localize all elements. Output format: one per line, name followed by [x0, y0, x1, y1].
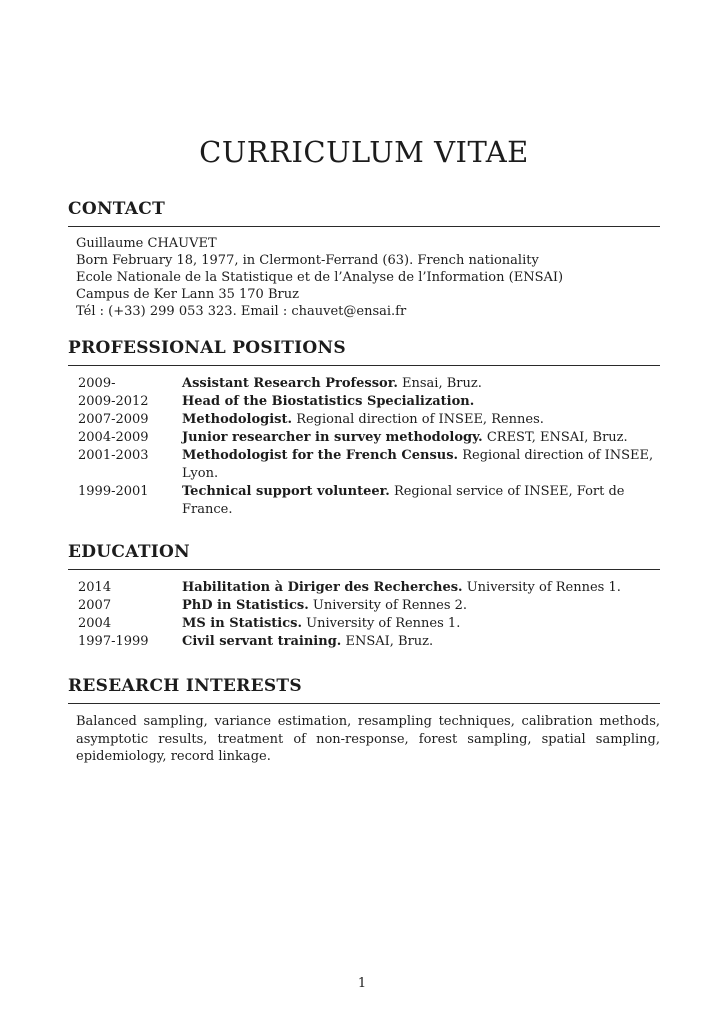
document-title: CURRICULUM VITAE [199, 135, 529, 169]
research-interests-text: Balanced sampling, variance estimation, resampling techniques, calibration methods, asymptotic results, treatment of non-response, forest sampling, spatial sampling, epidemiology, record linkage. [76, 714, 660, 764]
position-role: Methodologist for the French Census. [182, 448, 459, 463]
position-row [78, 483, 660, 519]
position-detail: Regional direction of INSEE, Rennes. [296, 412, 544, 427]
contact-name-line: Guillaume CHAUVET [76, 236, 217, 251]
education-detail: University of Rennes 2. [312, 598, 468, 613]
position-description [182, 483, 660, 519]
section-professional-positions [68, 340, 660, 519]
position-period: 2004-2009 [78, 430, 149, 445]
position-detail: Ensai, Bruz. [402, 376, 482, 391]
position-description [182, 447, 660, 483]
section-education [68, 544, 660, 651]
page-content [0, 135, 724, 766]
section-divider [68, 703, 660, 704]
contact-phone-email-line: Tél : (+33) 299 053 323. Email : chauvet@ensai.fr [76, 304, 407, 319]
section-contact [68, 201, 660, 320]
education-description [182, 615, 660, 633]
position-period: 2007-2009 [78, 412, 149, 427]
education-row [78, 633, 660, 651]
education-description [182, 597, 660, 615]
position-row [78, 375, 660, 393]
education-degree: Civil servant training. [182, 634, 342, 649]
education-description [182, 633, 660, 651]
research-heading: RESEARCH INTERESTS [68, 676, 302, 696]
education-table [68, 579, 660, 651]
position-period: 2009-2012 [78, 394, 149, 409]
position-description [182, 375, 660, 393]
education-period: 2004 [78, 616, 112, 631]
position-role: Technical support volunteer. [182, 484, 390, 499]
education-degree: PhD in Statistics. [182, 598, 309, 613]
position-row [78, 411, 660, 429]
contact-heading: CONTACT [68, 199, 166, 219]
section-divider [68, 365, 660, 366]
education-detail: University of Rennes 1. [466, 580, 621, 595]
position-role: Head of the Biostatistics Specialization. [182, 394, 475, 409]
position-row [78, 429, 660, 447]
position-role: Assistant Research Professor. [182, 376, 398, 391]
contact-block [68, 235, 660, 320]
position-period: 2009- [78, 376, 116, 391]
education-heading: EDUCATION [68, 542, 190, 562]
position-period: 2001-2003 [78, 448, 149, 463]
position-row [78, 393, 660, 411]
education-description [182, 579, 660, 597]
education-degree: Habilitation à Diriger des Recherches. [182, 580, 463, 595]
section-divider [68, 226, 660, 227]
education-period: 1997-1999 [78, 634, 149, 649]
position-role: Junior researcher in survey methodology. [182, 430, 483, 445]
position-description [182, 429, 660, 447]
contact-birth-line: Born February 18, 1977, in Clermont-Ferrand (63). French nationality [76, 253, 539, 268]
position-period: 1999-2001 [78, 484, 149, 499]
education-row [78, 579, 660, 597]
section-research-interests [68, 678, 660, 766]
page-number: 1 [357, 976, 367, 991]
education-detail: ENSAI, Bruz. [345, 634, 434, 649]
education-degree: MS in Statistics. [182, 616, 303, 631]
education-row [78, 615, 660, 633]
education-detail: University of Rennes 1. [306, 616, 461, 631]
position-description [182, 411, 660, 429]
contact-address-line: Campus de Ker Lann 35 170 Bruz [76, 287, 299, 302]
position-description [182, 393, 660, 411]
contact-institution-line: Ecole Nationale de la Statistique et de l’Analyse de l’Information (ENSAI) [76, 270, 564, 285]
position-detail: Regional direction of INSEE, Lyon. [182, 448, 654, 481]
position-detail: Regional service of INSEE, Fort de France. [182, 484, 625, 517]
position-role: Methodologist. [182, 412, 293, 427]
education-row [78, 597, 660, 615]
position-detail: CREST, ENSAI, Bruz. [486, 430, 628, 445]
education-period: 2014 [78, 580, 112, 595]
section-divider [68, 569, 660, 570]
position-row [78, 447, 660, 483]
education-period: 2007 [78, 598, 112, 613]
positions-heading: PROFESSIONAL POSITIONS [68, 338, 346, 358]
positions-table [68, 375, 660, 519]
